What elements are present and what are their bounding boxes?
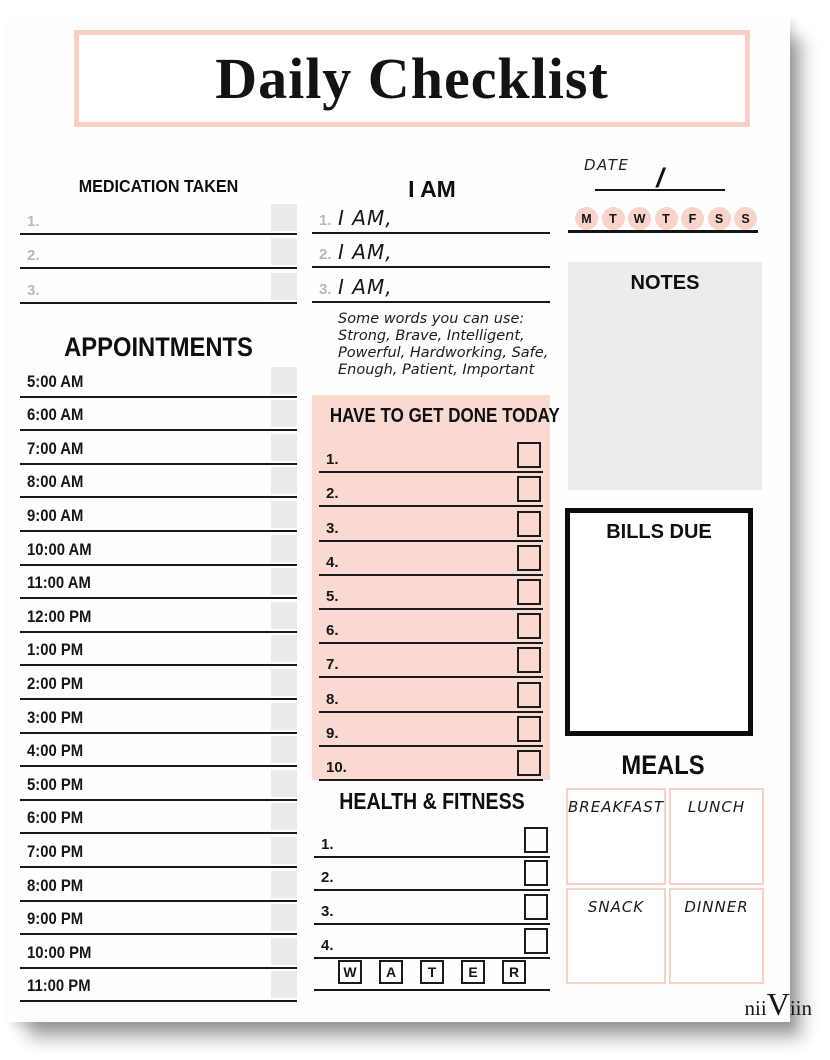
row-number: 1. (27, 212, 40, 230)
i-am-prefix: I AM, (338, 205, 393, 230)
row-end-box (271, 803, 297, 830)
health-list (314, 824, 550, 959)
row-number: 7. (326, 656, 339, 674)
appointment-row (20, 465, 297, 499)
i-am-hint-line: Enough, Patient, Important (338, 362, 535, 378)
row-end-box (271, 871, 297, 898)
appointments-heading: APPOINTMENTS (64, 332, 253, 362)
row-number: 1. (326, 451, 339, 469)
day-circle: T (655, 207, 678, 230)
meals-grid (566, 788, 764, 984)
meal-cell (669, 788, 764, 885)
title-box (74, 30, 750, 127)
appointment-time: 3:00 PM (27, 708, 84, 727)
day-circle: M (575, 207, 598, 230)
appointment-row (20, 868, 297, 902)
appointment-row (20, 935, 297, 969)
todo-checkbox (517, 511, 541, 537)
row-number: 8. (326, 690, 339, 708)
meal-cell (669, 888, 764, 985)
brand-part: iin (789, 996, 812, 1020)
day-circle: T (602, 207, 625, 230)
row-end-box (271, 400, 297, 427)
row-end-box (271, 238, 297, 265)
appointment-time: 8:00 PM (27, 876, 84, 895)
row-end-box (271, 736, 297, 763)
health-checkbox (524, 827, 548, 853)
appointment-time: 8:00 AM (27, 473, 84, 492)
todo-row (319, 439, 543, 473)
date-line (595, 160, 725, 191)
day-circle: S (734, 207, 757, 230)
water-tracker (314, 960, 550, 991)
row-number: 2. (319, 246, 332, 263)
appointment-row (20, 902, 297, 936)
todo-row (319, 576, 543, 610)
medication-list (20, 200, 297, 304)
i-am-hint-line: Powerful, Hardworking, Safe, (338, 345, 549, 361)
todo-checkbox (517, 476, 541, 502)
row-number: 3. (321, 903, 334, 921)
todo-row (319, 473, 543, 507)
appointment-time: 7:00 AM (27, 439, 84, 458)
row-end-box (271, 971, 297, 998)
row-number: 2. (326, 485, 339, 503)
appointment-row (20, 834, 297, 868)
appointments-list (20, 364, 297, 1002)
todo-checkbox (517, 750, 541, 776)
medication-row (20, 235, 297, 270)
appointment-time: 5:00 AM (27, 372, 84, 391)
todo-row (319, 713, 543, 747)
day-circle: F (681, 207, 704, 230)
appointment-time: 4:00 PM (27, 742, 84, 761)
row-end-box (271, 602, 297, 629)
meals-heading: MEALS (621, 750, 705, 780)
todo-row (319, 678, 543, 712)
appointment-row (20, 633, 297, 667)
appointment-time: 9:00 PM (27, 910, 84, 929)
health-checkbox (524, 928, 548, 954)
todo-row (319, 542, 543, 576)
row-end-box (271, 703, 297, 730)
appointment-time: 2:00 PM (27, 674, 84, 693)
water-letter-box: E (461, 960, 485, 984)
row-number: 2. (321, 869, 334, 887)
todo-checkbox (517, 442, 541, 468)
appointment-row (20, 666, 297, 700)
todo-checkbox (517, 716, 541, 742)
appointment-row (20, 431, 297, 465)
appointment-time: 10:00 AM (27, 540, 92, 559)
weekday-row (575, 207, 757, 230)
meal-label: DINNER (684, 897, 749, 916)
row-number: 3. (27, 281, 40, 299)
meal-cell (566, 888, 666, 985)
row-number: 4. (321, 936, 334, 954)
row-end-box (271, 837, 297, 864)
row-end-box (271, 535, 297, 562)
appointment-time: 9:00 AM (27, 506, 84, 525)
i-am-hint (338, 311, 552, 379)
row-number: 1. (319, 211, 332, 229)
todo-checkbox (517, 682, 541, 708)
todo-section (312, 395, 560, 780)
todo-row (319, 644, 543, 678)
todo-row (319, 507, 543, 541)
row-number: 5. (326, 587, 339, 605)
appointment-time: 11:00 PM (27, 977, 91, 996)
medication-heading: MEDICATION TAKEN (78, 176, 239, 196)
meal-cell (566, 788, 666, 885)
appointment-row (20, 969, 297, 1003)
i-am-row (312, 199, 550, 234)
i-am-prefix: I AM, (338, 240, 393, 264)
appointment-time: 12:00 PM (27, 607, 92, 626)
health-heading: HEALTH & FITNESS (339, 788, 525, 814)
medication-row (20, 269, 297, 304)
todo-checkbox (517, 579, 541, 605)
row-end-box (271, 434, 297, 461)
row-end-box (271, 770, 297, 797)
i-am-prefix: I AM, (338, 274, 393, 299)
row-end-box (271, 635, 297, 662)
date-slash: / (656, 163, 664, 193)
todo-checkbox (517, 613, 541, 639)
brand-part: V (766, 986, 790, 1022)
todo-heading: HAVE TO GET DONE TODAY (329, 405, 560, 427)
row-end-box (271, 568, 297, 595)
row-number: 6. (326, 622, 339, 640)
appointment-row (20, 498, 297, 532)
notes-section (568, 262, 762, 490)
water-letter-box: A (379, 960, 403, 984)
health-row (314, 858, 550, 892)
water-letter-box: R (502, 960, 526, 984)
todo-list (319, 439, 543, 781)
row-end-box (271, 367, 297, 394)
i-am-list (312, 199, 550, 303)
appointment-time: 6:00 PM (27, 809, 84, 828)
appointment-time: 11:00 AM (27, 574, 91, 593)
row-end-box (271, 669, 297, 696)
appointment-row (20, 801, 297, 835)
appointment-row (20, 734, 297, 768)
appointment-row (20, 364, 297, 398)
water-letter-box: W (338, 960, 362, 984)
bills-due-heading: BILLS DUE (606, 521, 712, 543)
health-checkbox (524, 860, 548, 886)
row-end-box (271, 204, 297, 231)
water-letter-box: T (420, 960, 444, 984)
row-number: 1. (321, 835, 334, 853)
i-am-hint-line: Strong, Brave, Intelligent, (338, 328, 525, 344)
row-end-box (271, 273, 297, 300)
health-row (314, 824, 550, 858)
i-am-hint-line: Some words you can use: (338, 311, 525, 327)
row-end-box (271, 501, 297, 528)
appointment-row (20, 398, 297, 432)
i-am-row (312, 234, 550, 269)
todo-row (319, 747, 543, 781)
meal-label: BREAKFAST (568, 798, 664, 816)
brand-part: nii (744, 996, 767, 1020)
i-am-heading: I AM (408, 176, 456, 202)
appointment-time: 6:00 AM (27, 406, 84, 425)
row-end-box (271, 904, 297, 931)
row-number: 2. (27, 247, 40, 264)
i-am-row (312, 268, 550, 303)
meal-label: SNACK (587, 897, 645, 916)
row-number: 3. (319, 280, 332, 298)
appointment-row (20, 566, 297, 600)
row-end-box (271, 467, 297, 494)
health-row (314, 891, 550, 925)
appointment-time: 7:00 PM (27, 842, 84, 861)
appointment-row (20, 700, 297, 734)
appointment-time: 5:00 PM (27, 775, 84, 794)
brand-logo (658, 986, 812, 1023)
page-title: Daily Checklist (215, 46, 609, 111)
weekday-underline (568, 230, 758, 233)
day-circle: S (708, 207, 731, 230)
bills-due-section (565, 508, 753, 736)
planner-page (8, 14, 812, 1022)
row-number: 3. (326, 519, 339, 537)
row-number: 9. (326, 724, 339, 742)
todo-checkbox (517, 647, 541, 673)
health-row (314, 925, 550, 959)
day-circle: W (628, 207, 651, 230)
meal-label: LUNCH (687, 798, 746, 816)
appointment-row (20, 532, 297, 566)
todo-row (319, 610, 543, 644)
appointment-time: 10:00 PM (27, 943, 92, 962)
appointment-time: 1:00 PM (27, 641, 84, 660)
medication-row (20, 200, 297, 235)
date-label: DATE (584, 156, 630, 174)
row-number: 10. (326, 758, 347, 776)
todo-checkbox (517, 545, 541, 571)
health-checkbox (524, 894, 548, 920)
row-number: 4. (326, 553, 339, 571)
notes-heading: NOTES (630, 272, 700, 294)
appointment-row (20, 599, 297, 633)
appointment-row (20, 767, 297, 801)
row-end-box (271, 938, 297, 965)
